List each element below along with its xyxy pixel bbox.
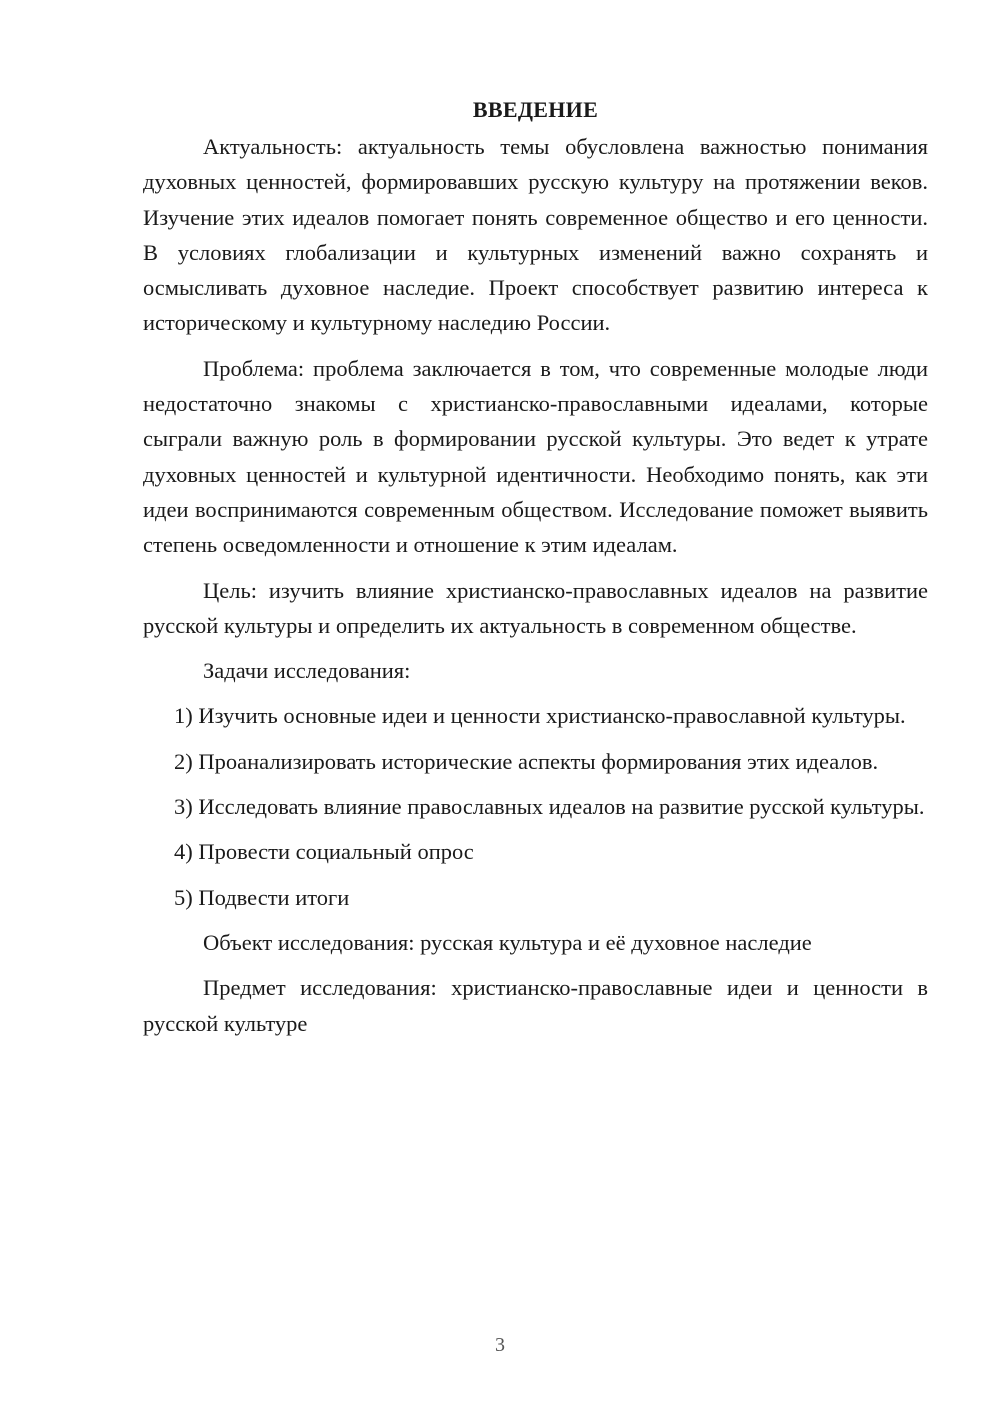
task-item: 2) Проанализировать исторические аспекты формирования этих идеалов.	[174, 748, 879, 774]
task-item: 4) Провести социальный опрос	[174, 839, 474, 865]
task-item: 1) Изучить основные идеи и ценности христианско-православной культуры.	[174, 703, 906, 729]
problem-paragraph: Проблема: проблема заключается в том, что современные молодые люди недостаточно знакомы с христианско-православными идеалами, которые сыграли важную роль в формировании русской культуры. Это ведет к утрате духовных ценностей и культурной идентичности. Необходимо понять, как эти идеи воспринимаются современным обществом. Исследование поможет выявить степень осведомленности и отношение к этим идеалам.	[143, 355, 928, 558]
goal-paragraph: Цель: изучить влияние христианско-православных идеалов на развитие русской культуры и определить их актуальность в современном обществе.	[143, 577, 928, 638]
subject-paragraph: Предмет исследования: христианско-православные идеи и ценности в русской культуре	[143, 975, 928, 1036]
task-item: 5) Подвести итоги	[174, 884, 350, 910]
object-paragraph: Объект исследования: русская культура и её духовное наследие	[203, 929, 812, 955]
document-page	[143, 95, 928, 1051]
task-item: 3) Исследовать влияние православных идеалов на развитие русской культуры.	[174, 794, 925, 820]
section-heading: ВВЕДЕНИЕ	[472, 97, 599, 122]
relevance-paragraph: Актуальность: актуальность темы обусловлена важностью понимания духовных ценностей, формировавших русскую культуру на протяжении веков. Изучение этих идеалов помогает понять современное общество и его ценности. В условиях глобализации и культурных изменений важно сохранять и осмысливать духовное наследие. Проект способствует развитию интереса к историческому и культурному наследию России.	[143, 134, 928, 336]
page-number: 3	[495, 1334, 505, 1356]
tasks-title: Задачи исследования:	[203, 658, 411, 684]
